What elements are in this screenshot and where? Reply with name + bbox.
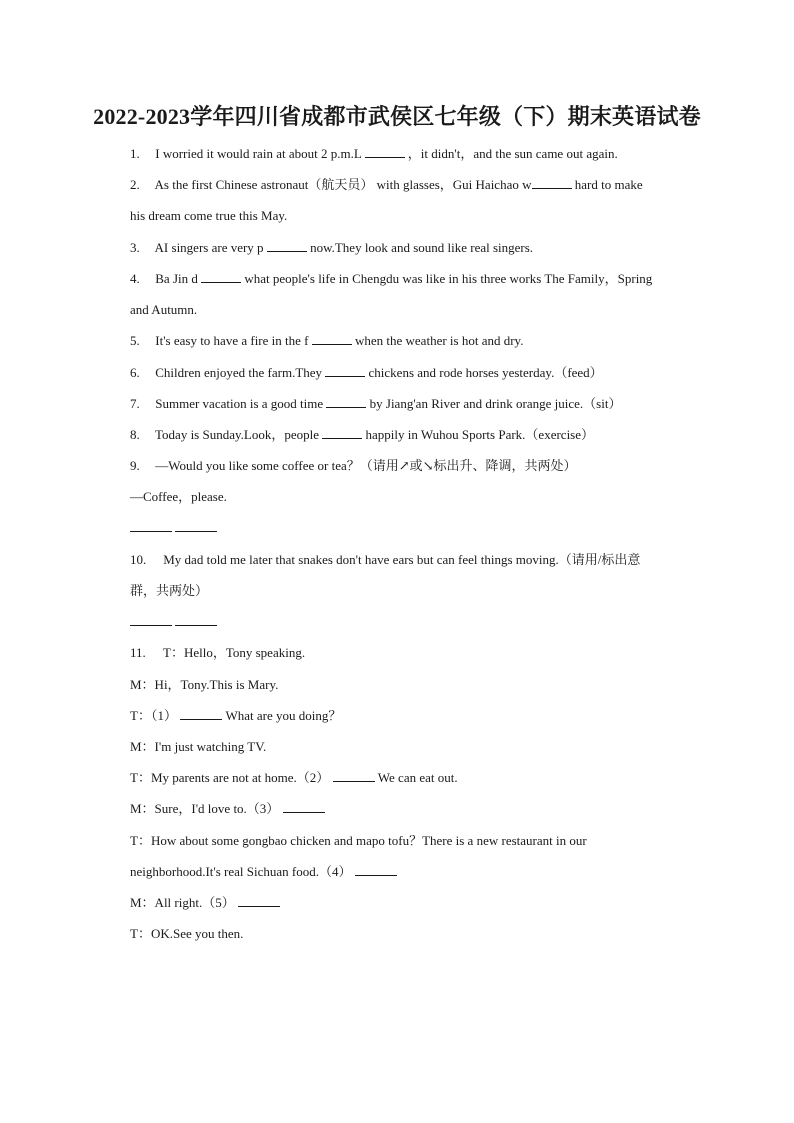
dialogue-text: We can eat out. [374, 770, 458, 785]
question-10-answers [130, 613, 217, 631]
answer-blank[interactable] [322, 427, 362, 439]
answer-blank[interactable] [312, 333, 352, 345]
dialogue-text: T：My parents are not at home.（2） [130, 770, 330, 785]
question-8 [130, 426, 594, 444]
dialogue-line: T：Hello，Tony speaking. [163, 645, 306, 660]
question-text: chickens and rode horses yesterday.（feed） [365, 365, 603, 380]
question-number: 1. [130, 146, 140, 161]
question-text: —Would you like some coffee or tea？（请用↗或↘标出升、降调，共两处） [155, 458, 577, 473]
question-number: 7. [130, 396, 140, 411]
question-text: It's easy to have a fire in the f [155, 333, 312, 348]
question-number: 3. [130, 240, 140, 255]
dialogue-line: T：How about some gongbao chicken and mapo tofu？There is a new restaurant in our [130, 833, 587, 848]
answer-blank[interactable] [325, 365, 365, 377]
answer-blank[interactable] [365, 146, 405, 158]
question-6 [130, 364, 603, 382]
dialogue-line [130, 707, 341, 725]
dialogue-text: M：Sure，I'd love to.（3） [130, 801, 280, 816]
question-number: 11. [130, 645, 146, 660]
answer-blank[interactable] [175, 614, 217, 626]
question-10 [130, 551, 640, 569]
question-text: Today is Sunday.Look，people [155, 427, 323, 442]
answer-blank[interactable] [355, 864, 397, 876]
question-1 [130, 145, 618, 163]
dialogue-line: M：Hi，Tony.This is Mary. [130, 677, 279, 692]
question-2-continued: his dream come true this May. [130, 208, 288, 223]
question-number: 2. [130, 177, 140, 192]
question-text: My dad told me later that snakes don't have ears but can feel things moving.（请用/标出意 [163, 552, 641, 567]
question-number: 9. [130, 458, 140, 473]
dialogue-text: neighborhood.It's real Sichuan food.（4） [130, 864, 352, 879]
dialogue-text: T：（1） [130, 708, 177, 723]
answer-blank[interactable] [180, 708, 222, 720]
question-text: hard to make [571, 177, 643, 192]
question-11 [130, 644, 305, 662]
question-9 [130, 457, 577, 475]
answer-blank[interactable] [532, 177, 572, 189]
question-4-continued: and Autumn. [130, 302, 198, 317]
question-number: 6. [130, 365, 140, 380]
answer-blank[interactable] [175, 520, 217, 532]
question-text: Summer vacation is a good time [155, 396, 327, 411]
question-2 [130, 176, 643, 194]
answer-blank[interactable] [283, 801, 325, 813]
question-text: I worried it would rain at about 2 p.m.L [155, 146, 365, 161]
question-number: 4. [130, 271, 140, 286]
question-text: ，it didn't，and the sun came out again. [404, 146, 618, 161]
question-text: when the weather is hot and dry. [351, 333, 524, 348]
answer-blank[interactable] [130, 614, 172, 626]
page-title: 2022-2023学年四川省成都市武侯区七年级（下）期末英语试卷 [93, 104, 701, 129]
dialogue-line [130, 863, 397, 881]
answer-blank[interactable] [333, 770, 375, 782]
answer-blank[interactable] [267, 240, 307, 252]
question-text: Ba Jin d [155, 271, 202, 286]
question-number: 10. [130, 552, 147, 567]
dialogue-line [130, 769, 458, 787]
question-text: AI singers are very p [154, 240, 267, 255]
question-4 [130, 270, 652, 288]
question-text: by Jiang'an River and drink orange juice.（sit） [366, 396, 622, 411]
answer-blank[interactable] [238, 895, 280, 907]
question-text: As the first Chinese astronaut（航天员） with glasses，Gui Haichao w [154, 177, 532, 192]
question-number: 8. [130, 427, 140, 442]
question-number: 5. [130, 333, 140, 348]
question-text: Children enjoyed the farm.They [155, 365, 326, 380]
dialogue-line [130, 894, 280, 912]
question-text: happily in Wuhou Sports Park.（exercise） [362, 427, 595, 442]
answer-blank[interactable] [201, 271, 241, 283]
dialogue-line [130, 800, 325, 818]
dialogue-text: M：All right.（5） [130, 895, 235, 910]
question-10-continued: 群，共两处） [130, 583, 209, 598]
question-3 [130, 239, 533, 257]
question-5 [130, 332, 523, 350]
question-9-reply: —Coffee，please. [130, 489, 227, 504]
question-9-answers [130, 519, 217, 537]
dialogue-line: M：I'm just watching TV. [130, 739, 267, 754]
question-7 [130, 395, 621, 413]
question-text: now.They look and sound like real singers. [306, 240, 534, 255]
dialogue-text: What are you doing？ [222, 708, 342, 723]
answer-blank[interactable] [130, 520, 172, 532]
answer-blank[interactable] [326, 396, 366, 408]
question-text: what people's life in Chengdu was like in his three works The Family，Spring [241, 271, 653, 286]
dialogue-line: T：OK.See you then. [130, 926, 244, 941]
